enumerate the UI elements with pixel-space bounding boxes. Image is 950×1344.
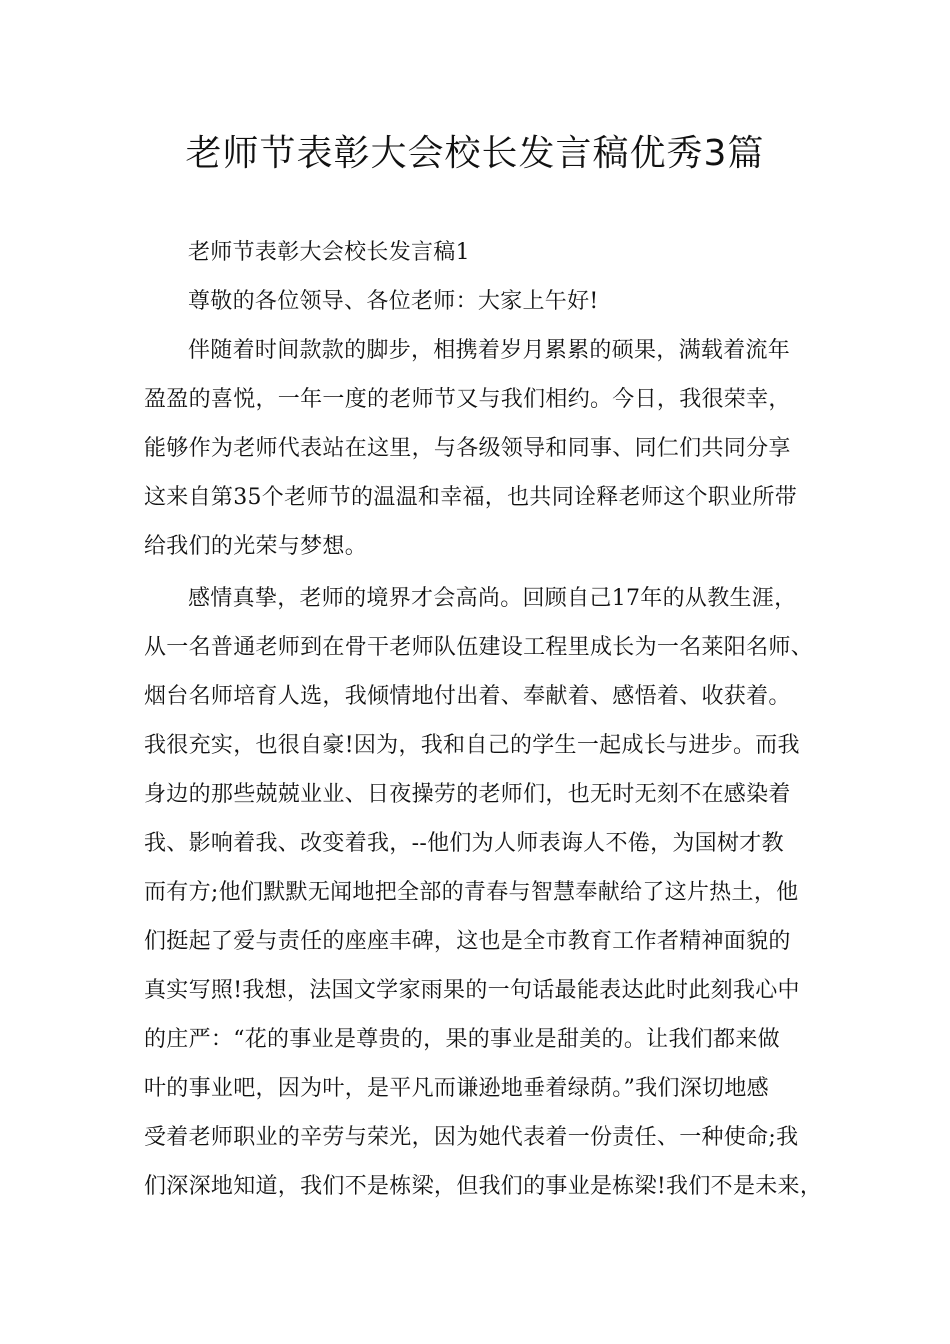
- speech-subtitle: 老师节表彰大会校长发言稿1: [188, 240, 470, 265]
- paragraph-line: 叶的事业吧，因为叶，是平凡而谦逊地垂着绿荫。”我们深切地感: [144, 1076, 769, 1101]
- salutation-line: 尊敬的各位领导、各位老师：大家上午好!: [188, 289, 599, 314]
- paragraph-line: 给我们的光荣与梦想。: [144, 534, 368, 559]
- paragraph-line: 们挺起了爱与责任的座座丰碑，这也是全市教育工作者精神面貌的: [144, 929, 791, 954]
- paragraph-line: 真实写照!我想，法国文学家雨果的一句话最能表达此时此刻我心中: [144, 978, 800, 1003]
- paragraph-line: 我、影响着我、改变着我，--他们为人师表诲人不倦，为国树才教: [144, 831, 784, 856]
- paragraph-line: 烟台名师培育人选，我倾情地付出着、奉献着、感悟着、收获着。: [144, 684, 791, 709]
- paragraph-line: 伴随着时间款款的脚步，相携着岁月累累的硕果，满载着流年: [188, 338, 791, 363]
- paragraph-line: 这来自第35个老师节的温温和幸福，也共同诠释老师这个职业所带: [144, 485, 797, 510]
- paragraph-line: 从一名普通老师到在骨干老师队伍建设工程里成长为一名莱阳名师、: [144, 635, 814, 660]
- paragraph-line: 盈盈的喜悦，一年一度的老师节又与我们相约。今日，我很荣幸，: [144, 387, 791, 412]
- paragraph-line: 们深深地知道，我们不是栋梁，但我们的事业是栋梁!我们不是未来，: [144, 1174, 823, 1199]
- paragraph-line: 受着老师职业的辛劳与荣光，因为她代表着一份责任、一种使命;我: [144, 1125, 799, 1150]
- document-title: 老师节表彰大会校长发言稿优秀3篇: [185, 133, 765, 174]
- paragraph-line: 我很充实，也很自豪!因为，我和自己的学生一起成长与进步。而我: [144, 733, 800, 758]
- paragraph-line: 感情真挚，老师的境界才会高尚。回顾自己17年的从教生涯，: [188, 586, 797, 611]
- paragraph-line: 而有方;他们默默无闻地把全部的青春与智慧奉献给了这片热土，他: [144, 880, 799, 905]
- paragraph-line: 的庄严：“花的事业是尊贵的，果的事业是甜美的。让我们都来做: [144, 1027, 780, 1052]
- paragraph-line: 身边的那些兢兢业业、日夜操劳的老师们，也无时无刻不在感染着: [144, 782, 791, 807]
- paragraph-line: 能够作为老师代表站在这里，与各级领导和同事、同仁们共同分享: [144, 436, 791, 461]
